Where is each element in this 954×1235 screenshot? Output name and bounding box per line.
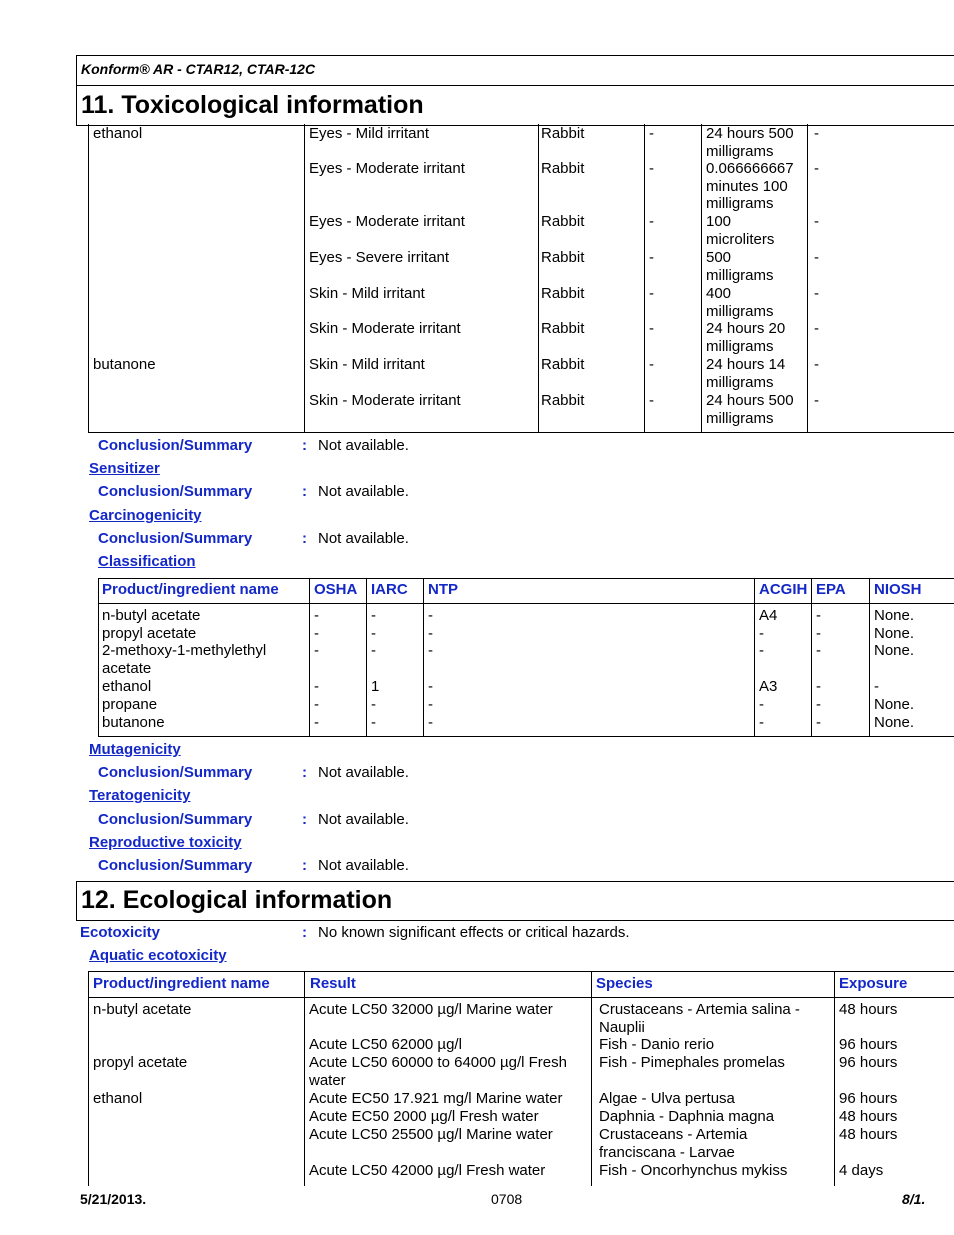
carcinogenicity-link[interactable]: Carcinogenicity bbox=[89, 507, 202, 524]
ecotoxicity-value: No known significant effects or critical hazards. bbox=[318, 924, 630, 941]
mutagenicity-link[interactable]: Mutagenicity bbox=[89, 741, 181, 758]
aquatic-header-line bbox=[88, 997, 954, 998]
conclusion-value-4: Not available. bbox=[318, 764, 409, 781]
irritation-cell-species: Rabbit bbox=[541, 213, 585, 230]
class-header-cell: Product/ingredient name bbox=[102, 581, 279, 598]
irritation-cell-exposure: 24 hours 14 milligrams bbox=[706, 356, 786, 391]
irritation-cell-score: - bbox=[649, 285, 654, 302]
class-header-line bbox=[98, 603, 954, 604]
irritation-col-divider bbox=[88, 124, 89, 432]
product-title: Konform® AR - CTAR12, CTAR-12C bbox=[81, 61, 316, 77]
colon-6: : bbox=[302, 857, 307, 874]
class-cell: A4 bbox=[759, 607, 778, 624]
conclusion-value-6: Not available. bbox=[318, 857, 409, 874]
aquatic-cell: 48 hours bbox=[839, 1108, 898, 1125]
aquatic-cell: Acute LC50 62000 µg/l bbox=[309, 1036, 462, 1053]
class-col-divider bbox=[309, 578, 310, 736]
aquatic-header-cell: Species bbox=[596, 975, 653, 992]
aquatic-cell: Daphnia - Daphnia magna bbox=[599, 1108, 775, 1125]
irritation-cell-score: - bbox=[649, 160, 654, 177]
class-cell: - bbox=[759, 696, 764, 713]
irritation-cell-score: - bbox=[649, 356, 654, 373]
aquatic-cell: Acute LC50 42000 µg/l Fresh water bbox=[309, 1162, 546, 1179]
class-cell: None. bbox=[874, 607, 915, 624]
class-cell: - bbox=[428, 625, 433, 642]
irritation-col-divider bbox=[538, 124, 539, 432]
aquatic-top-line bbox=[88, 971, 954, 972]
class-cell: - bbox=[759, 714, 764, 731]
irritation-col-divider bbox=[807, 124, 808, 432]
irritation-cell-species: Rabbit bbox=[541, 125, 585, 142]
class-cell: n-butyl acetate bbox=[102, 607, 201, 624]
class-col-divider bbox=[869, 578, 870, 736]
ecotoxicity-label: Ecotoxicity bbox=[80, 924, 161, 941]
class-cell: - bbox=[816, 714, 821, 731]
irritation-cell-species: Rabbit bbox=[541, 249, 585, 266]
aquatic-cell: Acute LC50 25500 µg/l Marine water bbox=[309, 1126, 553, 1143]
aquatic-ecotoxicity-link[interactable]: Aquatic ecotoxicity bbox=[89, 947, 227, 964]
irritation-cell-score: - bbox=[649, 392, 654, 409]
irritation-cell-species: Rabbit bbox=[541, 320, 585, 337]
class-header-cell: NIOSH bbox=[874, 581, 922, 598]
section-12-title: 12. Ecological information bbox=[81, 886, 393, 914]
class-cell: A3 bbox=[759, 678, 778, 695]
class-cell: None. bbox=[874, 642, 915, 659]
class-cell: - bbox=[816, 642, 821, 659]
irritation-cell-result: Eyes - Moderate irritant bbox=[309, 160, 465, 177]
aquatic-col-divider bbox=[304, 971, 305, 1186]
class-cell: propyl acetate bbox=[102, 625, 197, 642]
class-cell: - bbox=[816, 678, 821, 695]
colon-5: : bbox=[302, 811, 307, 828]
class-cell: - bbox=[371, 642, 376, 659]
irritation-cell-species: Rabbit bbox=[541, 356, 585, 373]
colon-7: : bbox=[302, 924, 307, 941]
irritation-cell-observation: - bbox=[814, 356, 819, 373]
class-bottom-line bbox=[98, 736, 954, 737]
aquatic-cell: 48 hours bbox=[839, 1126, 898, 1143]
aquatic-cell: ethanol bbox=[93, 1090, 143, 1107]
footer-code: 0708 bbox=[491, 1191, 523, 1207]
aquatic-col-divider bbox=[591, 971, 592, 1186]
class-cell: - bbox=[314, 714, 319, 731]
irritation-cell-score: - bbox=[649, 249, 654, 266]
class-cell: None. bbox=[874, 625, 915, 642]
aquatic-cell: 48 hours bbox=[839, 1001, 898, 1018]
conclusion-value-3: Not available. bbox=[318, 530, 409, 547]
class-col-divider bbox=[811, 578, 812, 736]
irritation-cell-result: Eyes - Severe irritant bbox=[309, 249, 450, 266]
aquatic-header-cell: Product/ingredient name bbox=[93, 975, 270, 992]
classification-link[interactable]: Classification bbox=[98, 553, 196, 570]
class-cell: - bbox=[314, 625, 319, 642]
class-cell: 2-methoxy-1-methylethyl acetate bbox=[102, 642, 267, 677]
conclusion-label-4: Conclusion/Summary bbox=[98, 764, 253, 781]
class-header-cell: ACGIH bbox=[759, 581, 808, 598]
class-cell: - bbox=[371, 714, 376, 731]
class-header-cell: NTP bbox=[428, 581, 458, 598]
aquatic-header-cell: Result bbox=[310, 975, 356, 992]
aquatic-cell: Fish - Pimephales promelas bbox=[599, 1054, 785, 1071]
class-cell: 1 bbox=[371, 678, 380, 695]
colon-1: : bbox=[302, 437, 307, 454]
irritation-cell-observation: - bbox=[814, 392, 819, 409]
reproductive-toxicity-link[interactable]: Reproductive toxicity bbox=[89, 834, 242, 851]
class-top-line bbox=[98, 578, 954, 579]
class-cell: - bbox=[314, 678, 319, 695]
irritation-cell-observation: - bbox=[814, 320, 819, 337]
irritation-col-divider bbox=[644, 124, 645, 432]
class-cell: - bbox=[816, 625, 821, 642]
sensitizer-link[interactable]: Sensitizer bbox=[89, 460, 160, 477]
irritation-cell-exposure: 24 hours 20 milligrams bbox=[706, 320, 786, 355]
irritation-cell-species: Rabbit bbox=[541, 160, 585, 177]
document-header bbox=[76, 55, 954, 86]
irritation-cell-species: Rabbit bbox=[541, 285, 585, 302]
irritation-cell-result: Skin - Mild irritant bbox=[309, 356, 425, 373]
class-cell: - bbox=[371, 696, 376, 713]
conclusion-value-1: Not available. bbox=[318, 437, 409, 454]
aquatic-cell: Acute EC50 17.921 mg/l Marine water bbox=[309, 1090, 563, 1107]
irritation-cell-observation: - bbox=[814, 160, 819, 177]
conclusion-value-2: Not available. bbox=[318, 483, 409, 500]
section-12-header bbox=[76, 881, 954, 921]
irritation-cell-ingredient: ethanol bbox=[93, 125, 143, 142]
conclusion-label-5: Conclusion/Summary bbox=[98, 811, 253, 828]
irritation-cell-observation: - bbox=[814, 285, 819, 302]
aquatic-cell: Acute EC50 2000 µg/l Fresh water bbox=[309, 1108, 539, 1125]
irritation-cell-score: - bbox=[649, 125, 654, 142]
class-header-cell: EPA bbox=[816, 581, 846, 598]
class-cell: - bbox=[759, 625, 764, 642]
aquatic-cell: 96 hours bbox=[839, 1036, 898, 1053]
class-col-divider bbox=[366, 578, 367, 736]
irritation-cell-score: - bbox=[649, 213, 654, 230]
irritation-cell-observation: - bbox=[814, 249, 819, 266]
aquatic-cell: 96 hours bbox=[839, 1090, 898, 1107]
colon-3: : bbox=[302, 530, 307, 547]
aquatic-cell: Fish - Oncorhynchus mykiss bbox=[599, 1162, 788, 1179]
conclusion-label-1: Conclusion/Summary bbox=[98, 437, 253, 454]
aquatic-cell: Acute LC50 60000 to 64000 µg/l Fresh water bbox=[309, 1054, 567, 1089]
class-col-divider bbox=[754, 578, 755, 736]
conclusion-label-6: Conclusion/Summary bbox=[98, 857, 253, 874]
class-cell: - bbox=[428, 607, 433, 624]
irritation-bottom-line bbox=[88, 432, 954, 433]
irritation-cell-result: Eyes - Mild irritant bbox=[309, 125, 430, 142]
class-cell: - bbox=[314, 642, 319, 659]
class-cell: propane bbox=[102, 696, 158, 713]
class-cell: - bbox=[371, 607, 376, 624]
class-col-divider bbox=[423, 578, 424, 736]
class-cell: - bbox=[314, 696, 319, 713]
aquatic-cell: propyl acetate bbox=[93, 1054, 188, 1071]
irritation-cell-ingredient: butanone bbox=[93, 356, 156, 373]
irritation-cell-result: Skin - Mild irritant bbox=[309, 285, 425, 302]
class-cell: - bbox=[314, 607, 319, 624]
class-cell: - bbox=[816, 696, 821, 713]
irritation-cell-species: Rabbit bbox=[541, 392, 585, 409]
irritation-cell-result: Skin - Moderate irritant bbox=[309, 320, 461, 337]
irritation-cell-observation: - bbox=[814, 213, 819, 230]
irritation-cell-exposure: 400 milligrams bbox=[706, 285, 774, 320]
irritation-cell-result: Eyes - Moderate irritant bbox=[309, 213, 465, 230]
irritation-cell-exposure: 24 hours 500 milligrams bbox=[706, 392, 794, 427]
conclusion-label-2: Conclusion/Summary bbox=[98, 483, 253, 500]
colon-4: : bbox=[302, 764, 307, 781]
aquatic-cell: Crustaceans - Artemia franciscana - Larvae bbox=[599, 1126, 748, 1161]
class-col-divider bbox=[98, 578, 99, 736]
irritation-cell-exposure: 100 microliters bbox=[706, 213, 775, 248]
class-cell: None. bbox=[874, 696, 915, 713]
class-cell: - bbox=[428, 696, 433, 713]
irritation-cell-result: Skin - Moderate irritant bbox=[309, 392, 461, 409]
teratogenicity-link[interactable]: Teratogenicity bbox=[89, 787, 191, 804]
class-header-cell: OSHA bbox=[314, 581, 358, 598]
irritation-cell-exposure: 24 hours 500 milligrams bbox=[706, 125, 794, 160]
irritation-col-divider bbox=[304, 124, 305, 432]
class-cell: - bbox=[428, 714, 433, 731]
class-cell: - bbox=[816, 607, 821, 624]
section-11-title: 11. Toxicological information bbox=[81, 91, 424, 119]
class-header-cell: IARC bbox=[371, 581, 408, 598]
class-cell: - bbox=[371, 625, 376, 642]
footer-page: 8/1. bbox=[902, 1191, 926, 1207]
class-cell: None. bbox=[874, 714, 915, 731]
aquatic-col-divider bbox=[88, 971, 89, 1186]
class-cell: ethanol bbox=[102, 678, 152, 695]
aquatic-cell: Fish - Danio rerio bbox=[599, 1036, 715, 1053]
class-cell: butanone bbox=[102, 714, 165, 731]
irritation-cell-score: - bbox=[649, 320, 654, 337]
aquatic-cell: 96 hours bbox=[839, 1054, 898, 1071]
colon-2: : bbox=[302, 483, 307, 500]
irritation-col-divider bbox=[701, 124, 702, 432]
aquatic-cell: Acute LC50 32000 µg/l Marine water bbox=[309, 1001, 553, 1018]
aquatic-cell: n-butyl acetate bbox=[93, 1001, 192, 1018]
section-11-header bbox=[76, 85, 954, 126]
conclusion-label-3: Conclusion/Summary bbox=[98, 530, 253, 547]
aquatic-cell: Crustaceans - Artemia salina - Nauplii bbox=[599, 1001, 800, 1036]
irritation-cell-exposure: 500 milligrams bbox=[706, 249, 774, 284]
irritation-cell-observation: - bbox=[814, 125, 819, 142]
footer-date: 5/21/2013. bbox=[80, 1191, 147, 1207]
class-cell: - bbox=[874, 678, 879, 695]
class-cell: - bbox=[428, 642, 433, 659]
class-cell: - bbox=[759, 642, 764, 659]
aquatic-cell: 4 days bbox=[839, 1162, 884, 1179]
irritation-cell-exposure: 0.066666667 minutes 100 milligrams bbox=[706, 160, 794, 212]
aquatic-header-cell: Exposure bbox=[839, 975, 908, 992]
aquatic-col-divider bbox=[834, 971, 835, 1186]
aquatic-cell: Algae - Ulva pertusa bbox=[599, 1090, 735, 1107]
conclusion-value-5: Not available. bbox=[318, 811, 409, 828]
class-cell: - bbox=[428, 678, 433, 695]
